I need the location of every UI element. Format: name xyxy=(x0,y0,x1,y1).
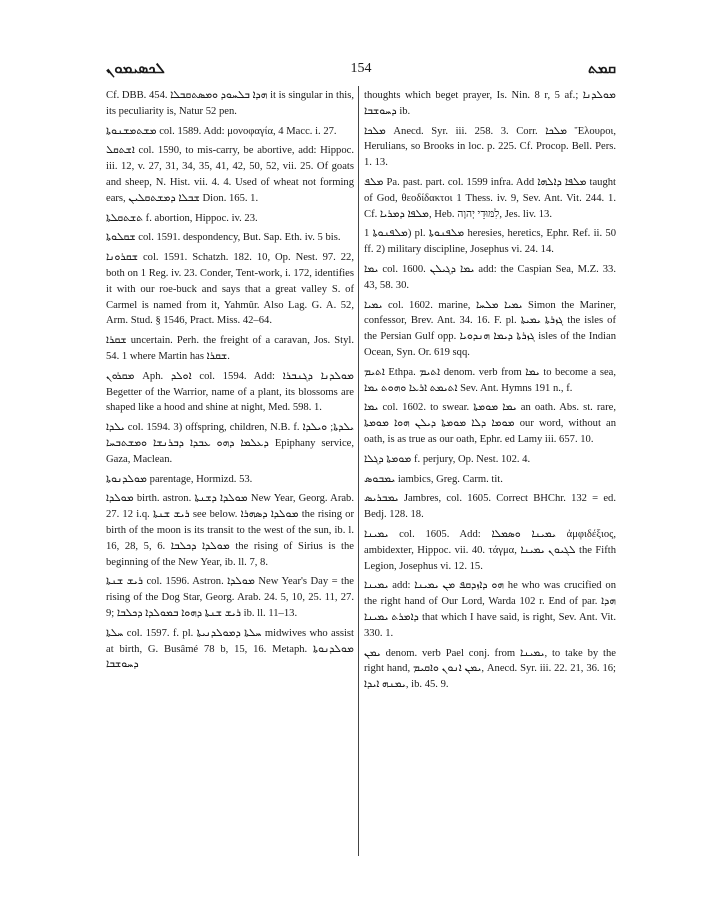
dictionary-entry: ܡܘܡܬܐ ܕܓܠܐ f. perjury, Op. Nest. 102. 4. xyxy=(364,453,531,465)
dictionary-entry: ܡܩܪܘܢ Aph. ܐܘܠܕ col. 1594. Add: ܡܘܠܕܢܐ ܕܓܢܒܪܐ Begetter of the Warrior, name of a plant, its blossoms are shaped like a hood and shine at night, Med. 598. 1. xyxy=(106,370,354,414)
dictionary-entry: ܬܫܬܩܠܬܐ f. abortion, Hippoc. iv. 23. xyxy=(106,212,258,224)
dictionary-entry: ܝܡܝܢܐ col. 1605. Add: ܝܡܝܢܐ ܘܣܡܠܐ ἀμφιδέξιος, ambidexter, Hippoc. vii. 40. τάγμα, ܠܓܝܘܢ ܝܡܝܢܐ the Fifth Legion, Josephus vi. 12. 15. xyxy=(364,528,617,572)
dictionary-entry: ܝܡܒܪܝܣ Jambres, col. 1605. Correct BHChr. 132 = ed. Bedj. 128. 18. xyxy=(364,493,616,521)
dictionary-entry: ܡܠܦܢܘܬܐ 1) pl. ܡܠܦܢܘܬܐ heresies, heretics, Ephr. Ref. ii. 50 ff. 2) military discipline, Josephus vi. 24. 14. xyxy=(364,228,616,256)
dictionary-entry: Cf. DBB. 454. ܗܕܐ ܒܠܚܘܕ ܘܡܣܬܩܒܠܐ it is singular in this, its peculiarity is, Natur 52 pen. xyxy=(106,90,354,117)
dictionary-entry: ܫܩܪܐ uncertain. Perh. the freight of a caravan, Jos. Styl. 54. 1 where Martin has ܫܩܪܐ. xyxy=(106,335,354,362)
dictionary-entry: ܡܘܠܕܢܘܬܐ parentage, Hormizd. 53. xyxy=(106,473,253,485)
dictionary-entry: ܝܡܢ denom. verb Pael conj. from ܝܡܝܢܐ, to take by the right hand, ܝܡܢ ܐܢܘܢ ܘܐܩܝܡ, Anecd. Syr. iii. 22. 21, 36. 16; ܝܡܢܗ ܐܝܕܐ, ib. 45. 9. xyxy=(364,647,616,691)
dictionary-entry: ܡܠܦ Pa. past. part. col. 1599 infra. Add ܡܠܦܐ ܕܐܠܗܐ taught of God, θεοδίδακτοι 1 Thess. iv. 9, Sev. Ant. Vit. 244. 1. Cf. ܡܠܦܐ ܕܡܪܝܐ, Heb. לִמּוּדֵי יְהוָה, Jes. liv. 13. xyxy=(364,176,616,220)
dictionary-entry: ܫܩܪܘܢܐ col. 1591. Schatzh. 182. 10, Op. Nest. 97. 22, both on 1 Reg. iv. 23. Conder, Tent-work, i. 172, identifies it with our roe-buck and says that a great valley S. of Carmel is named from it, Yahmûr. Also Lag. G. A. 52, Arm. Stud. § 1546, Pract. Miss. 42–64. xyxy=(106,252,354,327)
running-header xyxy=(106,60,616,82)
column-divider xyxy=(358,86,359,856)
dictionary-entry: ܡܠܟܐ Anecd. Syr. iii. 258. 3. Corr. ܡܠܟܐ Ἕλουροι, Herulians, so Brooks in loc. p. 225. Cf. Procop. Bell. Pers. 1. 13. xyxy=(364,125,617,169)
dictionary-entry: ܪܝܫ ܫܢܬܐ col. 1596. Astron. ܡܘܠܕܐ New Year's Day = the rising of the Dog Star, Georg. Arab. 24. 5, 10, 25. 11, 27. 9; ܪܝܫ ܫܢܬܐ ܕܗܘܐ ܒܡܘܠܕܐ ܕܟܠܒܐ ib. ll. 11–13. xyxy=(106,576,354,619)
dictionary-entry: ܝܡܒܘܣ iambics, Greg. Carm. tit. xyxy=(364,473,503,485)
dictionary-entry: ܐܬܝܡ Ethpa. ܐܬܝܡ denom. verb from ܝܡܐ to become a sea, ܐܬܝܡܬ ܐܪܥܐ ܘܗܘܬ ܝܡܐ Sev. Ant. Hymns 191 n., f. xyxy=(364,366,616,394)
dictionary-entry: ܝܡܝܢܐ add: ܗܘ ܕܐܙܕܩܦ ܡܢ ܝܡܝܢܐ he who was crucified on the right hand of Our Lord, Warda 102 r. End of par. ܗܕܐ ܕܐܡܪܬ ܝܡܝܢܐ that which I have said, is right, Sev. Ant. Vit. 330. 1. xyxy=(364,580,616,639)
dictionary-entry: ܫܩܠܘܬܐ col. 1591. despondency, But. Sap. Eth. iv. 5 bis. xyxy=(106,232,341,244)
dictionary-entry: ܐܫܬܩܠ col. 1590, to mis-carry, be abortive, add: Hippoc. iii. 12, v. 27, 31, 34, 35, 41, 42, 50, 52, vii. 25. Of goats and sheep, N. Hist. vii. 4. 4. Used of wheat not forming ears, ܫܒܠܐ ܕܡܫܬܩܠܝܢ Dion. 165. 1. xyxy=(106,145,354,204)
right-column xyxy=(364,88,616,697)
left-column xyxy=(106,88,354,677)
header-left-title: ܠܟܣܝܡܘܢ xyxy=(106,61,165,77)
dictionary-entry: ܝܡܐ col. 1602. to swear. ܝܡܐ ܡܘܡܬܐ an oath. Abs. st. rare, ܡܘܡܐ ܕܠܐ ܡܘܡܬܐ ܕܝܠܢ ܗܘܐ ܡܘܡܬܐ our word, without an oath, is as true as our oath, Ephr. ed Lamy iii. 657. 10. xyxy=(364,402,616,445)
dictionary-entry: thoughts which beget prayer, Is. Nin. 8 r, 5 af.; ܡܘܠܕܢܐ ܕܚܘܫܒܐ ib. xyxy=(364,90,616,117)
dictionary-entry: ܡܫܬܡܫܢܘܬܐ col. 1589. Add: μονοφαγία, 4 Macc. i. 27. xyxy=(106,125,337,137)
dictionary-entry: ܝܠܕܐ col. 1594. 3) offspring, children, N.B. f. ܝܠܕܬܐ; ܘܝܠܕܐ ܕܥܠܡܐ ܕܗܘ ܥܒܕܐ ܕܒܪܢܫܐ ܘܡܫܬܒܚܐ Epiphany service, Gaza, Maclean. xyxy=(106,422,355,465)
dictionary-entry: ܡܘܠܕܐ birth. astron. ܡܘܠܕܐ ܕܫܢܬܐ New Year, Georg. Arab. 27. 12 i.q. ܪܝܫ ܫܢܬܐ see below. ܡܘܠܕܐ ܕܣܗܪܐ the rising or birth of the moon is its transit to the west of the sun, ib. l. 16, 28, 5, 6. ܡܘܠܕܐ ܕܟܠܒܐ the rising of Sirius is the beginning of the New Year, ib. ll. 7, 8. xyxy=(106,493,355,568)
dictionary-entry: ܝܡܐ col. 1600. ܝܡܐ ܕܓܝܠܢ add: the Caspian Sea, M.Z. 33. 43, 58. 30. xyxy=(364,263,617,291)
dictionary-entry: ܚܠܬܐ col. 1597. f. pl. ܚܠܬܐ ܕܡܘܠܕܢܝܬܐ midwives who assist at birth, G. Busâmé 78 b, 15, 16. Metaph. ܡܘܠܕܢܘܬܐ ܕܚܘܫܒܐ xyxy=(106,627,355,671)
dictionary-entry: ܝܡܝܐ col. 1602. marine, ܝܡܝܐ ܡܠܚܐ Simon the Mariner, confessor, Brev. Ant. 34. 16. F. pl. ܓܙܪܬܐ ܝܡܝܬܐ the isles of the Persian Gulf opp. ܓܙܪܬܐ ܕܝܡܐ ܗܢܕܘܝܐ isles of the Indian Ocean, Syn. Or. 619 sqq. xyxy=(364,299,616,358)
header-right-title: ܩܡܬ xyxy=(588,61,616,77)
page-number: 154 xyxy=(350,61,372,76)
